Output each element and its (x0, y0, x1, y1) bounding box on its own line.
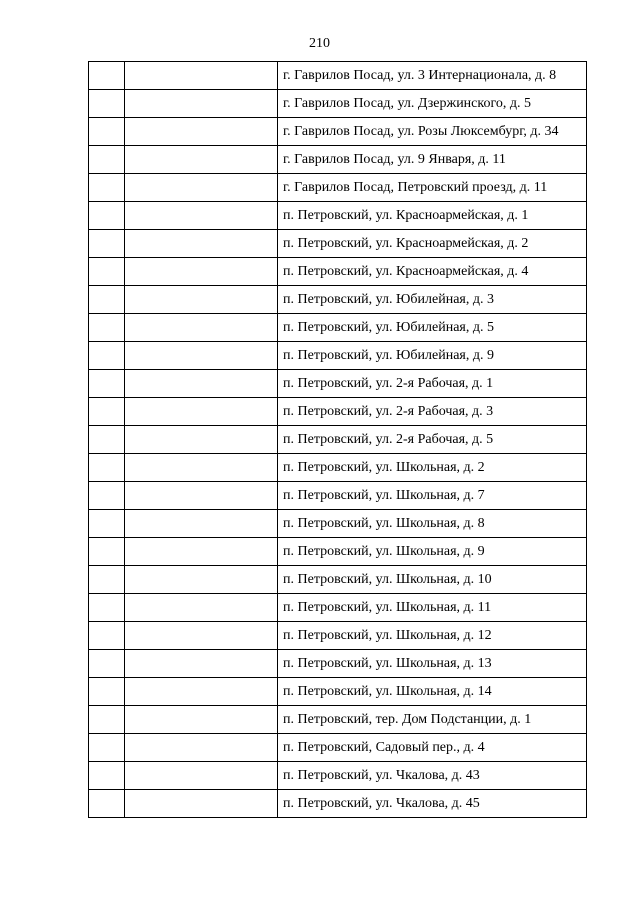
table-row (89, 762, 587, 790)
table-row (89, 398, 587, 426)
address-cell: п. Петровский, тер. Дом Подстанции, д. 1 (278, 706, 587, 734)
empty-cell-col-2 (125, 678, 278, 706)
empty-cell-col-2 (125, 230, 278, 258)
empty-cell-col-2 (125, 258, 278, 286)
table-row (89, 594, 587, 622)
empty-cell-col-1 (89, 482, 125, 510)
table-row (89, 706, 587, 734)
empty-cell-col-2 (125, 426, 278, 454)
empty-cell-col-2 (125, 62, 278, 90)
table-row (89, 342, 587, 370)
table-row (89, 202, 587, 230)
empty-cell-col-2 (125, 90, 278, 118)
empty-cell-col-1 (89, 622, 125, 650)
empty-cell-col-1 (89, 90, 125, 118)
address-cell: п. Петровский, ул. 2-я Рабочая, д. 3 (278, 398, 587, 426)
address-cell: п. Петровский, ул. Школьная, д. 14 (278, 678, 587, 706)
empty-cell-col-2 (125, 118, 278, 146)
address-cell: г. Гаврилов Посад, ул. Розы Люксембург, д. 34 (278, 118, 587, 146)
empty-cell-col-1 (89, 538, 125, 566)
table-row (89, 90, 587, 118)
address-cell: г. Гаврилов Посад, Петровский проезд, д. 11 (278, 174, 587, 202)
table-row (89, 790, 587, 818)
table-row (89, 734, 587, 762)
table-row (89, 482, 587, 510)
empty-cell-col-2 (125, 286, 278, 314)
empty-cell-col-1 (89, 258, 125, 286)
table-row (89, 118, 587, 146)
empty-cell-col-1 (89, 650, 125, 678)
empty-cell-col-1 (89, 398, 125, 426)
empty-cell-col-2 (125, 706, 278, 734)
table-row (89, 510, 587, 538)
table-row (89, 62, 587, 90)
address-cell: п. Петровский, ул. Школьная, д. 2 (278, 454, 587, 482)
empty-cell-col-1 (89, 566, 125, 594)
address-cell: г. Гаврилов Посад, ул. 9 Января, д. 11 (278, 146, 587, 174)
address-cell: п. Петровский, ул. Чкалова, д. 43 (278, 762, 587, 790)
address-cell: п. Петровский, ул. Юбилейная, д. 9 (278, 342, 587, 370)
address-cell: г. Гаврилов Посад, ул. 3 Интернационала, д. 8 (278, 62, 587, 90)
address-cell: п. Петровский, ул. Школьная, д. 10 (278, 566, 587, 594)
empty-cell-col-1 (89, 230, 125, 258)
empty-cell-col-1 (89, 174, 125, 202)
empty-cell-col-1 (89, 706, 125, 734)
table-row (89, 146, 587, 174)
table-row (89, 314, 587, 342)
table-row (89, 454, 587, 482)
empty-cell-col-2 (125, 538, 278, 566)
address-cell: п. Петровский, ул. Юбилейная, д. 5 (278, 314, 587, 342)
address-cell: п. Петровский, ул. Школьная, д. 8 (278, 510, 587, 538)
empty-cell-col-1 (89, 734, 125, 762)
table-row (89, 538, 587, 566)
empty-cell-col-1 (89, 342, 125, 370)
empty-cell-col-2 (125, 734, 278, 762)
table-row (89, 370, 587, 398)
address-table (88, 61, 587, 818)
empty-cell-col-2 (125, 370, 278, 398)
empty-cell-col-1 (89, 62, 125, 90)
empty-cell-col-2 (125, 594, 278, 622)
table-row (89, 566, 587, 594)
address-cell: п. Петровский, ул. 2-я Рабочая, д. 5 (278, 426, 587, 454)
address-cell: п. Петровский, ул. Школьная, д. 7 (278, 482, 587, 510)
address-cell: п. Петровский, ул. Школьная, д. 13 (278, 650, 587, 678)
table-row (89, 650, 587, 678)
empty-cell-col-2 (125, 398, 278, 426)
empty-cell-col-2 (125, 342, 278, 370)
address-cell: п. Петровский, ул. Чкалова, д. 45 (278, 790, 587, 818)
empty-cell-col-1 (89, 510, 125, 538)
table-row (89, 258, 587, 286)
empty-cell-col-2 (125, 566, 278, 594)
address-cell: п. Петровский, ул. Школьная, д. 9 (278, 538, 587, 566)
address-table-body (89, 62, 587, 818)
address-cell: п. Петровский, ул. Школьная, д. 11 (278, 594, 587, 622)
empty-cell-col-2 (125, 510, 278, 538)
empty-cell-col-2 (125, 790, 278, 818)
address-cell: п. Петровский, ул. 2-я Рабочая, д. 1 (278, 370, 587, 398)
table-row (89, 286, 587, 314)
table-row (89, 174, 587, 202)
empty-cell-col-2 (125, 762, 278, 790)
address-cell: п. Петровский, ул. Красноармейская, д. 2 (278, 230, 587, 258)
empty-cell-col-2 (125, 482, 278, 510)
empty-cell-col-1 (89, 314, 125, 342)
empty-cell-col-1 (89, 146, 125, 174)
address-cell: п. Петровский, ул. Школьная, д. 12 (278, 622, 587, 650)
empty-cell-col-1 (89, 454, 125, 482)
table-row (89, 622, 587, 650)
empty-cell-col-2 (125, 454, 278, 482)
empty-cell-col-1 (89, 370, 125, 398)
empty-cell-col-2 (125, 174, 278, 202)
empty-cell-col-2 (125, 146, 278, 174)
empty-cell-col-2 (125, 314, 278, 342)
empty-cell-col-1 (89, 678, 125, 706)
address-cell: п. Петровский, ул. Красноармейская, д. 1 (278, 202, 587, 230)
empty-cell-col-1 (89, 118, 125, 146)
empty-cell-col-1 (89, 594, 125, 622)
address-cell: г. Гаврилов Посад, ул. Дзержинского, д. 5 (278, 90, 587, 118)
address-cell: п. Петровский, ул. Юбилейная, д. 3 (278, 286, 587, 314)
table-row (89, 426, 587, 454)
empty-cell-col-1 (89, 202, 125, 230)
empty-cell-col-1 (89, 762, 125, 790)
empty-cell-col-1 (89, 286, 125, 314)
empty-cell-col-1 (89, 790, 125, 818)
table-row (89, 230, 587, 258)
empty-cell-col-2 (125, 622, 278, 650)
empty-cell-col-2 (125, 202, 278, 230)
address-cell: п. Петровский, ул. Красноармейская, д. 4 (278, 258, 587, 286)
page-number: 210 (309, 36, 330, 51)
empty-cell-col-1 (89, 426, 125, 454)
table-row (89, 678, 587, 706)
address-cell: п. Петровский, Садовый пер., д. 4 (278, 734, 587, 762)
empty-cell-col-2 (125, 650, 278, 678)
